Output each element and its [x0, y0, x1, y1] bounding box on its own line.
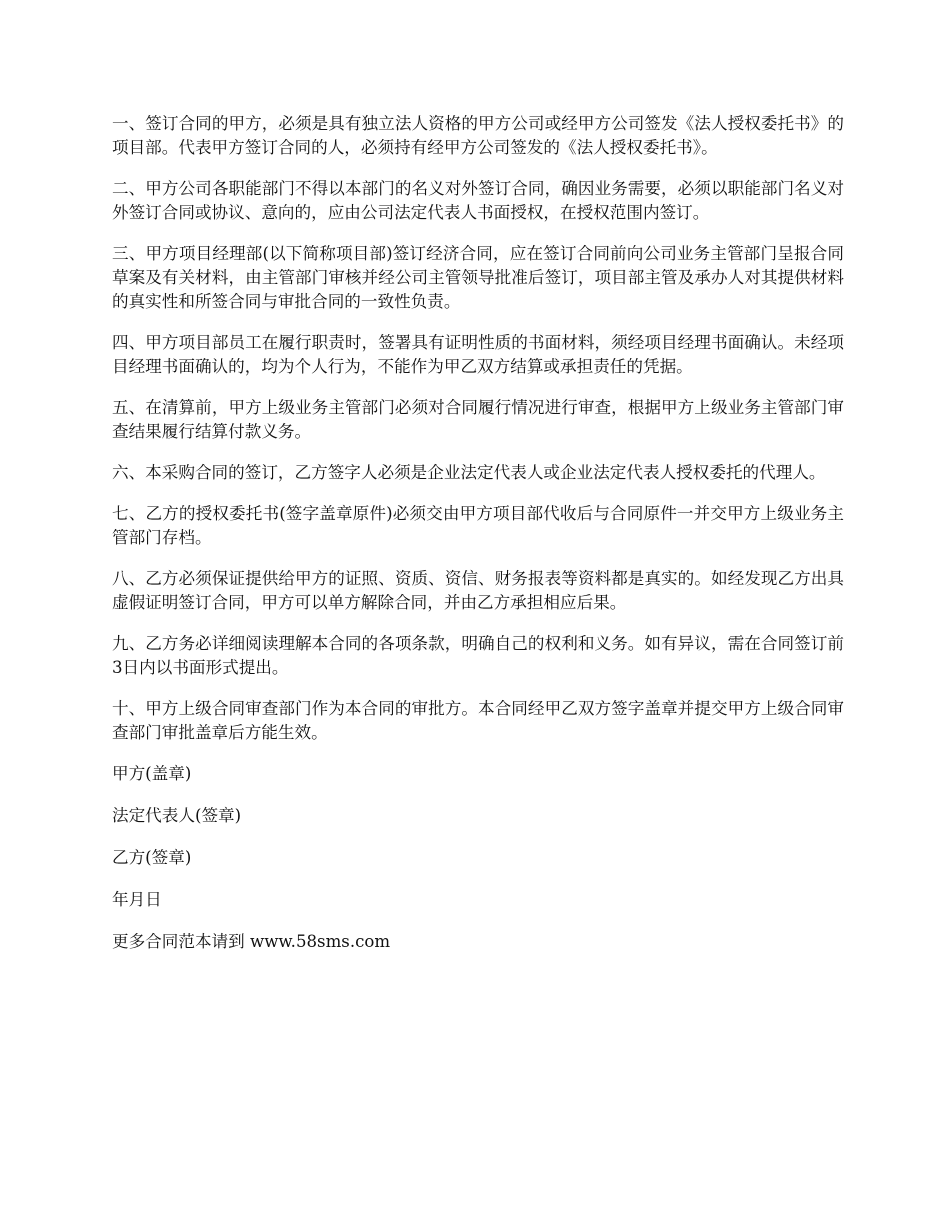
party-a-seal-line: 甲方(盖章) [112, 764, 192, 783]
clause-2: 二、甲方公司各职能部门不得以本部门的名义对外签订合同，确因业务需要，必须以职能部门名义对外签订合同或协议、意向的，应由公司法定代表人书面授权，在授权范围内签订。 [112, 179, 844, 222]
document-page [112, 112, 844, 972]
more-templates-footer: 更多合同范本请到 www.58sms.com [112, 932, 391, 951]
clause-8: 八、乙方必须保证提供给甲方的证照、资质、资信、财务报表等资料都是真实的。如经发现乙方出具虚假证明签订合同，甲方可以单方解除合同，并由乙方承担相应后果。 [112, 569, 844, 612]
clause-10: 十、甲方上级合同审查部门作为本合同的审批方。本合同经甲乙双方签字盖章并提交甲方上级合同审查部门审批盖章后方能生效。 [112, 699, 844, 742]
clause-1: 一、签订合同的甲方，必须是具有独立法人资格的甲方公司或经甲方公司签发《法人授权委托书》的项目部。代表甲方签订合同的人，必须持有经甲方公司签发的《法人授权委托书》。 [112, 114, 844, 157]
clause-5: 五、在清算前，甲方上级业务主管部门必须对合同履行情况进行审查，根据甲方上级业务主管部门审查结果履行结算付款义务。 [112, 398, 844, 441]
clause-7: 七、乙方的授权委托书(签字盖章原件)必须交由甲方项目部代收后与合同原件一并交甲方上级业务主管部门存档。 [112, 504, 844, 547]
clause-3: 三、甲方项目经理部(以下简称项目部)签订经济合同，应在签订合同前向公司业务主管部门呈报合同草案及有关材料，由主管部门审核并经公司主管领导批准后签订，项目部主管及承办人对其提供材料的真实性和所签合同与审批合同的一致性负责。 [112, 244, 844, 311]
clause-6: 六、本采购合同的签订，乙方签字人必须是企业法定代表人或企业法定代表人授权委托的代理人。 [112, 463, 826, 482]
date-line: 年月日 [112, 890, 162, 909]
clause-4: 四、甲方项目部员工在履行职责时，签署具有证明性质的书面材料，须经项目经理书面确认。未经项目经理书面确认的，均为个人行为，不能作为甲乙双方结算或承担责任的凭据。 [112, 333, 844, 376]
party-b-seal-line: 乙方(签章) [112, 848, 192, 867]
clause-9: 九、乙方务必详细阅读理解本合同的各项条款，明确自己的权利和义务。如有异议，需在合同签订前3日内以书面形式提出。 [112, 634, 844, 677]
legal-representative-line: 法定代表人(签章) [112, 806, 242, 825]
